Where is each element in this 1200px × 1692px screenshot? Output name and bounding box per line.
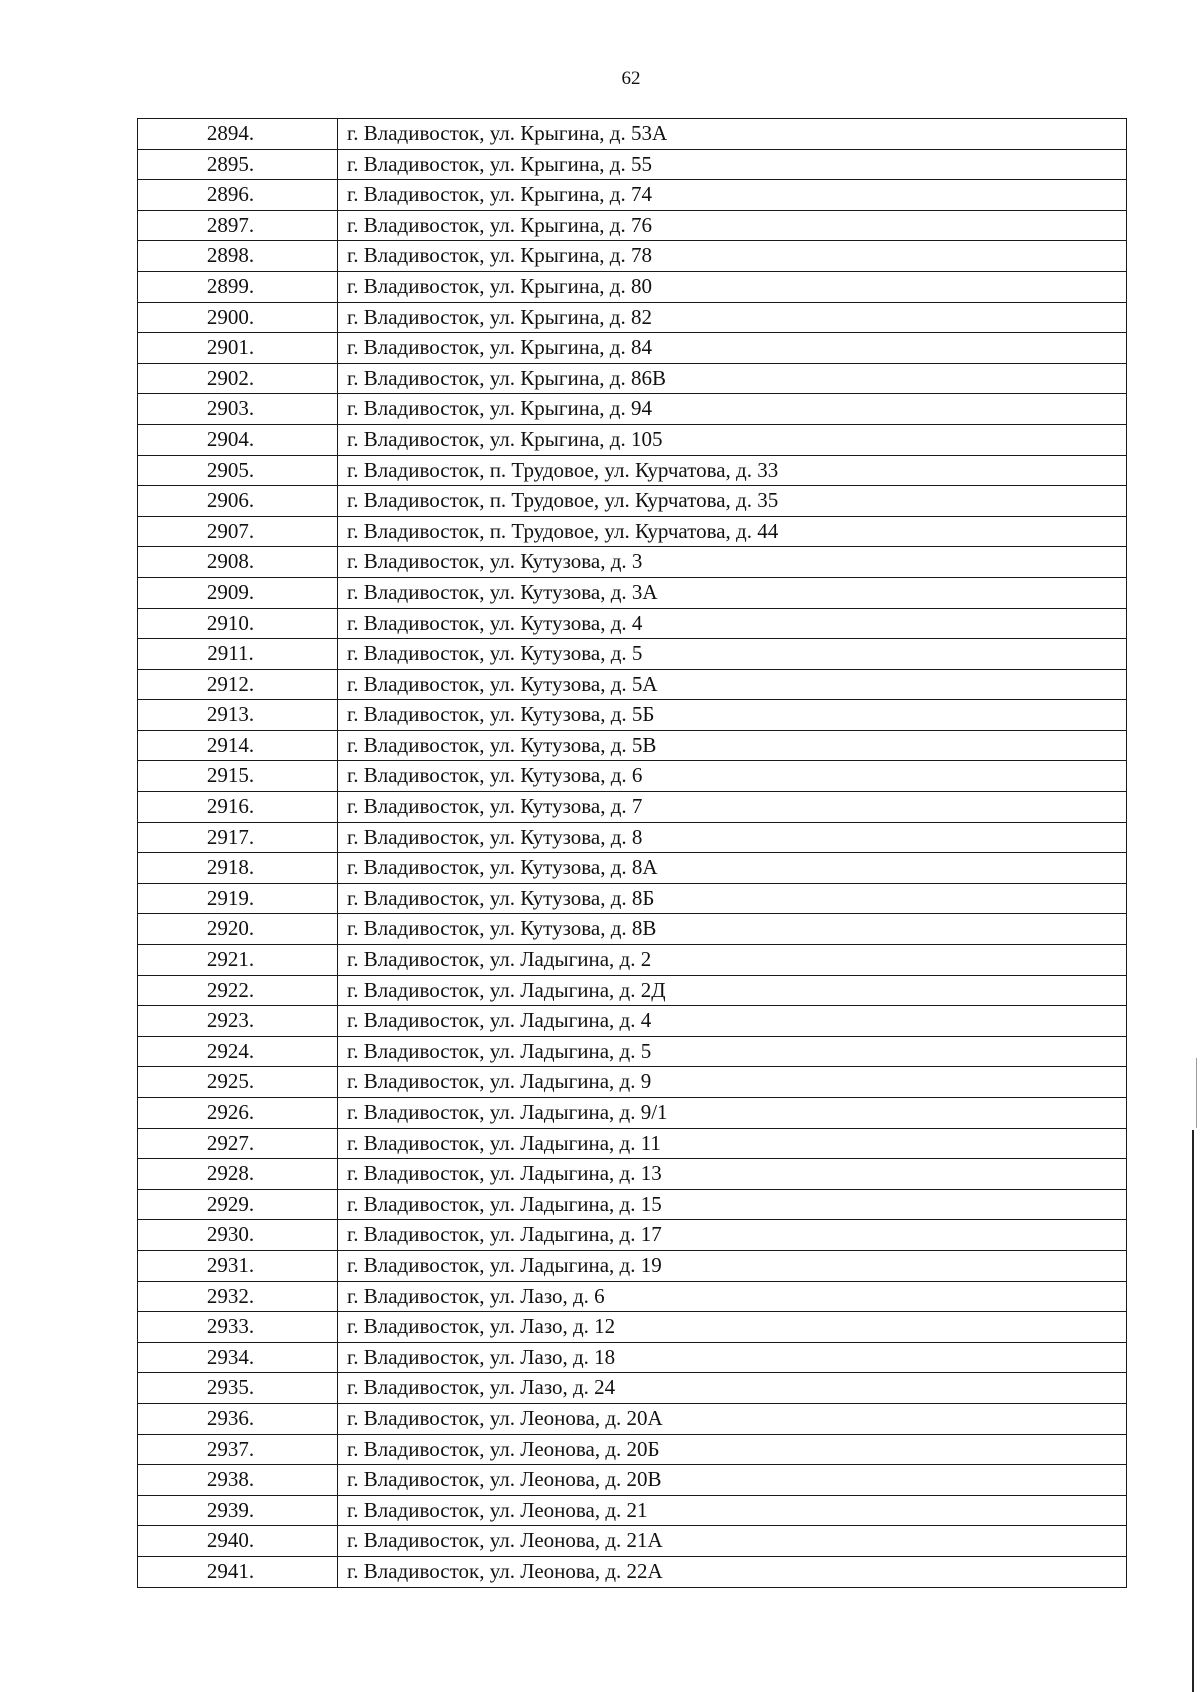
row-number-cell: 2934. <box>138 1342 338 1373</box>
row-number-cell: 2915. <box>138 761 338 792</box>
address-cell: г. Владивосток, ул. Крыгина, д. 53А <box>338 119 1127 150</box>
table-row <box>138 639 1127 670</box>
table-row <box>138 761 1127 792</box>
row-number-cell: 2922. <box>138 975 338 1006</box>
row-number-cell: 2894. <box>138 119 338 150</box>
address-cell: г. Владивосток, ул. Ладыгина, д. 17 <box>338 1220 1127 1251</box>
address-cell: г. Владивосток, ул. Ладыгина, д. 19 <box>338 1250 1127 1281</box>
row-number-cell: 2907. <box>138 516 338 547</box>
table-row <box>138 608 1127 639</box>
table-row <box>138 1220 1127 1251</box>
table-row <box>138 1067 1127 1098</box>
table-row <box>138 700 1127 731</box>
address-cell: г. Владивосток, ул. Кутузова, д. 5Б <box>338 700 1127 731</box>
row-number-cell: 2916. <box>138 792 338 823</box>
scan-edge-line <box>1192 1130 1194 1692</box>
table-row <box>138 455 1127 486</box>
address-cell: г. Владивосток, ул. Леонова, д. 22А <box>338 1556 1127 1587</box>
row-number-cell: 2926. <box>138 1098 338 1129</box>
address-cell: г. Владивосток, ул. Кутузова, д. 3 <box>338 547 1127 578</box>
address-cell: г. Владивосток, ул. Крыгина, д. 55 <box>338 149 1127 180</box>
table-row <box>138 271 1127 302</box>
address-cell: г. Владивосток, ул. Леонова, д. 20В <box>338 1465 1127 1496</box>
address-cell: г. Владивосток, ул. Ладыгина, д. 2 <box>338 945 1127 976</box>
table-row <box>138 1189 1127 1220</box>
address-table-container <box>137 118 1126 1588</box>
table-row <box>138 1098 1127 1129</box>
table-row <box>138 394 1127 425</box>
address-cell: г. Владивосток, ул. Кутузова, д. 5 <box>338 639 1127 670</box>
address-cell: г. Владивосток, ул. Лазо, д. 6 <box>338 1281 1127 1312</box>
address-cell: г. Владивосток, ул. Кутузова, д. 6 <box>338 761 1127 792</box>
row-number-cell: 2924. <box>138 1036 338 1067</box>
address-cell: г. Владивосток, п. Трудовое, ул. Курчатова, д. 35 <box>338 486 1127 517</box>
row-number-cell: 2940. <box>138 1526 338 1557</box>
address-cell: г. Владивосток, п. Трудовое, ул. Курчатова, д. 44 <box>338 516 1127 547</box>
address-cell: г. Владивосток, ул. Леонова, д. 21 <box>338 1495 1127 1526</box>
address-cell: г. Владивосток, ул. Ладыгина, д. 13 <box>338 1159 1127 1190</box>
row-number-cell: 2937. <box>138 1434 338 1465</box>
address-cell: г. Владивосток, ул. Кутузова, д. 4 <box>338 608 1127 639</box>
row-number-cell: 2938. <box>138 1465 338 1496</box>
table-row <box>138 547 1127 578</box>
address-cell: г. Владивосток, ул. Крыгина, д. 74 <box>338 180 1127 211</box>
address-cell: г. Владивосток, ул. Лазо, д. 12 <box>338 1312 1127 1343</box>
table-row <box>138 119 1127 150</box>
address-cell: г. Владивосток, ул. Кутузова, д. 3А <box>338 577 1127 608</box>
address-cell: г. Владивосток, ул. Леонова, д. 20А <box>338 1403 1127 1434</box>
row-number-cell: 2899. <box>138 271 338 302</box>
address-cell: г. Владивосток, ул. Кутузова, д. 8 <box>338 822 1127 853</box>
row-number-cell: 2900. <box>138 302 338 333</box>
row-number-cell: 2930. <box>138 1220 338 1251</box>
table-row <box>138 424 1127 455</box>
address-cell: г. Владивосток, ул. Крыгина, д. 78 <box>338 241 1127 272</box>
row-number-cell: 2912. <box>138 669 338 700</box>
table-row <box>138 1312 1127 1343</box>
table-row <box>138 1373 1127 1404</box>
address-cell: г. Владивосток, ул. Крыгина, д. 94 <box>338 394 1127 425</box>
row-number-cell: 2908. <box>138 547 338 578</box>
table-row <box>138 180 1127 211</box>
table-row <box>138 730 1127 761</box>
row-number-cell: 2914. <box>138 730 338 761</box>
table-row <box>138 883 1127 914</box>
table-row <box>138 1250 1127 1281</box>
row-number-cell: 2902. <box>138 363 338 394</box>
row-number-cell: 2921. <box>138 945 338 976</box>
address-cell: г. Владивосток, ул. Ладыгина, д. 15 <box>338 1189 1127 1220</box>
row-number-cell: 2918. <box>138 853 338 884</box>
table-row <box>138 1403 1127 1434</box>
table-row <box>138 302 1127 333</box>
row-number-cell: 2920. <box>138 914 338 945</box>
table-row <box>138 1465 1127 1496</box>
table-row <box>138 333 1127 364</box>
scan-edge-line-faint <box>1196 1058 1197 1128</box>
address-cell: г. Владивосток, ул. Крыгина, д. 86В <box>338 363 1127 394</box>
row-number-cell: 2895. <box>138 149 338 180</box>
row-number-cell: 2904. <box>138 424 338 455</box>
table-row <box>138 1556 1127 1587</box>
address-cell: г. Владивосток, ул. Ладыгина, д. 4 <box>338 1006 1127 1037</box>
table-row <box>138 1495 1127 1526</box>
address-cell: г. Владивосток, ул. Кутузова, д. 5А <box>338 669 1127 700</box>
table-row <box>138 975 1127 1006</box>
page-number: 62 <box>621 68 641 89</box>
table-row <box>138 669 1127 700</box>
row-number-cell: 2929. <box>138 1189 338 1220</box>
table-row <box>138 914 1127 945</box>
row-number-cell: 2905. <box>138 455 338 486</box>
row-number-cell: 2898. <box>138 241 338 272</box>
table-row <box>138 516 1127 547</box>
address-cell: г. Владивосток, ул. Крыгина, д. 80 <box>338 271 1127 302</box>
address-cell: г. Владивосток, ул. Кутузова, д. 8В <box>338 914 1127 945</box>
table-row <box>138 1281 1127 1312</box>
row-number-cell: 2941. <box>138 1556 338 1587</box>
address-cell: г. Владивосток, ул. Леонова, д. 21А <box>338 1526 1127 1557</box>
table-row <box>138 792 1127 823</box>
table-row <box>138 1006 1127 1037</box>
address-table-body <box>138 119 1127 1588</box>
row-number-cell: 2936. <box>138 1403 338 1434</box>
row-number-cell: 2906. <box>138 486 338 517</box>
address-cell: г. Владивосток, ул. Крыгина, д. 84 <box>338 333 1127 364</box>
table-row <box>138 210 1127 241</box>
row-number-cell: 2925. <box>138 1067 338 1098</box>
address-cell: г. Владивосток, ул. Леонова, д. 20Б <box>338 1434 1127 1465</box>
address-cell: г. Владивосток, ул. Ладыгина, д. 2Д <box>338 975 1127 1006</box>
row-number-cell: 2910. <box>138 608 338 639</box>
table-row <box>138 822 1127 853</box>
address-cell: г. Владивосток, ул. Кутузова, д. 7 <box>338 792 1127 823</box>
row-number-cell: 2927. <box>138 1128 338 1159</box>
address-cell: г. Владивосток, ул. Ладыгина, д. 9 <box>338 1067 1127 1098</box>
address-table <box>137 118 1127 1588</box>
table-row <box>138 577 1127 608</box>
address-cell: г. Владивосток, ул. Ладыгина, д. 11 <box>338 1128 1127 1159</box>
address-cell: г. Владивосток, ул. Кутузова, д. 8Б <box>338 883 1127 914</box>
table-row <box>138 363 1127 394</box>
row-number-cell: 2931. <box>138 1250 338 1281</box>
row-number-cell: 2928. <box>138 1159 338 1190</box>
table-row <box>138 1434 1127 1465</box>
row-number-cell: 2932. <box>138 1281 338 1312</box>
row-number-cell: 2911. <box>138 639 338 670</box>
row-number-cell: 2901. <box>138 333 338 364</box>
row-number-cell: 2935. <box>138 1373 338 1404</box>
table-row <box>138 1128 1127 1159</box>
row-number-cell: 2919. <box>138 883 338 914</box>
address-cell: г. Владивосток, ул. Крыгина, д. 82 <box>338 302 1127 333</box>
table-row <box>138 1342 1127 1373</box>
table-row <box>138 241 1127 272</box>
address-cell: г. Владивосток, ул. Лазо, д. 24 <box>338 1373 1127 1404</box>
table-row <box>138 1036 1127 1067</box>
table-row <box>138 149 1127 180</box>
address-cell: г. Владивосток, ул. Лазо, д. 18 <box>338 1342 1127 1373</box>
table-row <box>138 853 1127 884</box>
row-number-cell: 2909. <box>138 577 338 608</box>
table-row <box>138 486 1127 517</box>
row-number-cell: 2923. <box>138 1006 338 1037</box>
table-row <box>138 945 1127 976</box>
table-row <box>138 1159 1127 1190</box>
address-cell: г. Владивосток, ул. Ладыгина, д. 9/1 <box>338 1098 1127 1129</box>
row-number-cell: 2933. <box>138 1312 338 1343</box>
address-cell: г. Владивосток, ул. Кутузова, д. 8А <box>338 853 1127 884</box>
address-cell: г. Владивосток, п. Трудовое, ул. Курчатова, д. 33 <box>338 455 1127 486</box>
address-cell: г. Владивосток, ул. Кутузова, д. 5В <box>338 730 1127 761</box>
address-cell: г. Владивосток, ул. Ладыгина, д. 5 <box>338 1036 1127 1067</box>
row-number-cell: 2939. <box>138 1495 338 1526</box>
row-number-cell: 2903. <box>138 394 338 425</box>
table-row <box>138 1526 1127 1557</box>
address-cell: г. Владивосток, ул. Крыгина, д. 76 <box>338 210 1127 241</box>
row-number-cell: 2896. <box>138 180 338 211</box>
address-cell: г. Владивосток, ул. Крыгина, д. 105 <box>338 424 1127 455</box>
row-number-cell: 2917. <box>138 822 338 853</box>
row-number-cell: 2897. <box>138 210 338 241</box>
row-number-cell: 2913. <box>138 700 338 731</box>
